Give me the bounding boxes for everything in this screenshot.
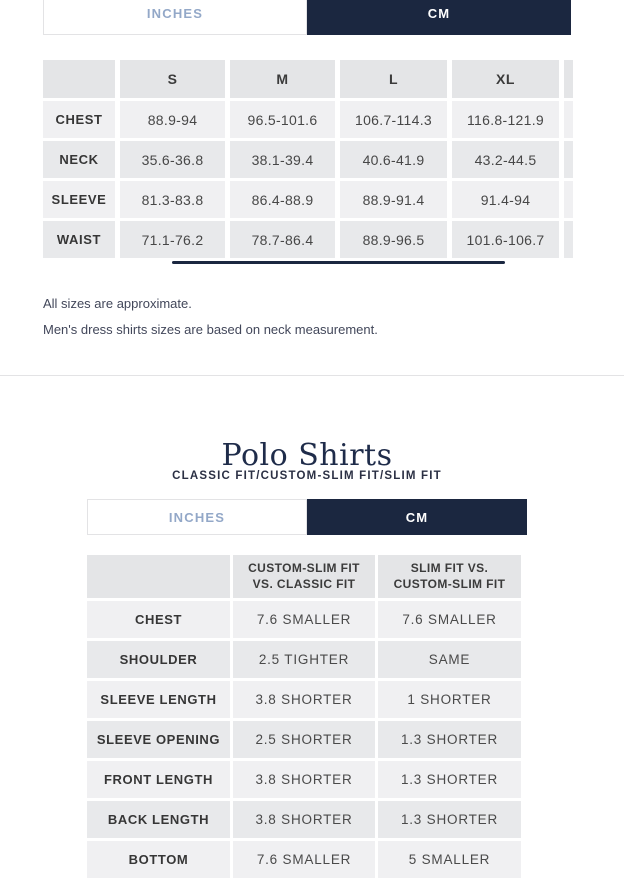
row-label: SHOULDER xyxy=(87,641,230,678)
tab-inches[interactable]: INCHES xyxy=(87,499,307,535)
value-cell: 71.1-76.2 xyxy=(120,221,225,258)
row-label: NECK xyxy=(43,141,115,178)
value-cell: 2.5 SHORTER xyxy=(233,721,375,758)
section-divider xyxy=(0,375,624,376)
value-cell: 1.3 SHORTER xyxy=(378,761,521,798)
value-cell: 88.9-96.5 xyxy=(340,221,447,258)
next-column-sliver xyxy=(564,60,573,98)
row-label: BACK LENGTH xyxy=(87,801,230,838)
next-column-sliver xyxy=(564,221,573,258)
value-cell: 3.8 SHORTER xyxy=(233,801,375,838)
value-cell: 96.5-101.6 xyxy=(230,101,335,138)
value-cell: 106.7-114.3 xyxy=(340,101,447,138)
value-cell: 7.6 SMALLER xyxy=(233,841,375,878)
fit-comparison-table xyxy=(87,555,521,878)
column-header-s: S xyxy=(120,60,225,98)
unit-tab-bar xyxy=(43,0,571,35)
value-cell: 7.6 SMALLER xyxy=(233,601,375,638)
tab-cm[interactable]: CM xyxy=(307,499,527,535)
value-cell: 101.6-106.7 xyxy=(452,221,559,258)
value-cell: 1.3 SHORTER xyxy=(378,801,521,838)
table-scrollbar-thumb[interactable] xyxy=(172,261,505,264)
section-title: Polo Shirts xyxy=(221,437,393,473)
size-chart-table xyxy=(43,60,573,258)
value-cell: 3.8 SHORTER xyxy=(233,761,375,798)
value-cell: 86.4-88.9 xyxy=(230,181,335,218)
value-cell: 1.3 SHORTER xyxy=(378,721,521,758)
value-cell: 1 SHORTER xyxy=(378,681,521,718)
value-cell: 43.2-44.5 xyxy=(452,141,559,178)
row-label: WAIST xyxy=(43,221,115,258)
next-column-sliver xyxy=(564,101,573,138)
tab-cm[interactable]: CM xyxy=(307,0,571,35)
column-header-l: L xyxy=(340,60,447,98)
section-subtitle: CLASSIC FIT/CUSTOM-SLIM FIT/SLIM FIT xyxy=(172,470,442,482)
value-cell: 40.6-41.9 xyxy=(340,141,447,178)
corner-cell xyxy=(43,60,115,98)
value-cell: SAME xyxy=(378,641,521,678)
value-cell: 5 SMALLER xyxy=(378,841,521,878)
column-header-m: M xyxy=(230,60,335,98)
row-label: SLEEVE LENGTH xyxy=(87,681,230,718)
value-cell: 88.9-91.4 xyxy=(340,181,447,218)
column-header-custom-slim-vs-classic: CUSTOM-SLIM FIT VS. CLASSIC FIT xyxy=(233,555,375,598)
row-label: CHEST xyxy=(87,601,230,638)
row-label: FRONT LENGTH xyxy=(87,761,230,798)
value-cell: 91.4-94 xyxy=(452,181,559,218)
note-line: Men's dress shirts sizes are based on neck measurement. xyxy=(43,322,378,337)
value-cell: 3.8 SHORTER xyxy=(233,681,375,718)
column-header-xl: XL xyxy=(452,60,559,98)
unit-tab-bar xyxy=(87,499,527,535)
value-cell: 38.1-39.4 xyxy=(230,141,335,178)
value-cell: 116.8-121.9 xyxy=(452,101,559,138)
value-cell: 88.9-94 xyxy=(120,101,225,138)
value-cell: 81.3-83.8 xyxy=(120,181,225,218)
size-notes xyxy=(43,291,378,343)
row-label: SLEEVE OPENING xyxy=(87,721,230,758)
corner-cell xyxy=(87,555,230,598)
value-cell: 2.5 TIGHTER xyxy=(233,641,375,678)
note-line: All sizes are approximate. xyxy=(43,296,192,311)
tab-inches[interactable]: INCHES xyxy=(43,0,307,35)
value-cell: 35.6-36.8 xyxy=(120,141,225,178)
row-label: SLEEVE xyxy=(43,181,115,218)
next-column-sliver xyxy=(564,141,573,178)
value-cell: 7.6 SMALLER xyxy=(378,601,521,638)
next-column-sliver xyxy=(564,181,573,218)
value-cell: 78.7-86.4 xyxy=(230,221,335,258)
row-label: CHEST xyxy=(43,101,115,138)
row-label: BOTTOM xyxy=(87,841,230,878)
column-header-slim-vs-custom-slim: SLIM FIT VS. CUSTOM-SLIM FIT xyxy=(378,555,521,598)
